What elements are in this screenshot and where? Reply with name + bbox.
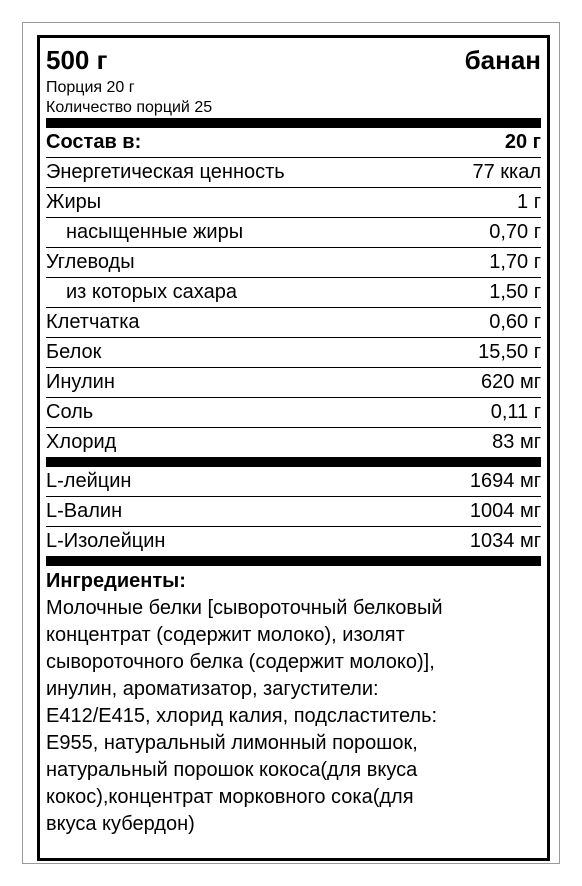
amino-acid-row (46, 467, 541, 497)
nutrient-row (46, 278, 541, 308)
nutrient-value: 620 мг (481, 371, 541, 393)
flavor-name: банан (464, 45, 541, 75)
amino-acid-row (46, 497, 541, 527)
amino-acid-name: L-Валин (46, 500, 123, 522)
amino-acid-value: 1034 мг (469, 530, 541, 552)
nutrient-row (46, 218, 541, 248)
nutrient-value: 77 ккал (472, 161, 541, 183)
thick-divider (46, 457, 541, 467)
ingredients-line: Молочные белки [сывороточный белковый (46, 597, 443, 619)
label-content (46, 42, 541, 838)
nutrient-row (46, 428, 541, 457)
nutrient-row (46, 338, 541, 368)
nutrient-name: Углеводы (46, 251, 135, 273)
thick-divider (46, 556, 541, 566)
nutrient-name: Жиры (46, 191, 102, 213)
ingredients-line: вкуса кубердон) (46, 813, 195, 835)
composition-serving: 20 г (504, 131, 541, 153)
nutrient-row (46, 308, 541, 338)
nutrient-row (46, 188, 541, 218)
amino-acid-value: 1004 мг (469, 500, 541, 522)
ingredients-line: кокос),концентрат морковного сока(для (46, 786, 414, 808)
nutrient-name: Хлорид (46, 431, 117, 453)
nutrient-name: Соль (46, 401, 94, 423)
nutrient-value: 0,70 г (489, 221, 541, 243)
nutrient-row (46, 158, 541, 188)
package-weight: 500 г (46, 45, 108, 75)
ingredients-title: Ингредиенты: (46, 570, 186, 592)
composition-label: Состав в: (46, 131, 142, 153)
nutrient-name: из которых сахара (66, 281, 237, 303)
nutrient-value: 1,70 г (489, 251, 541, 273)
amino-acid-row (46, 527, 541, 556)
nutrient-name: Клетчатка (46, 311, 140, 333)
portion-size: Порция 20 г (46, 79, 135, 96)
ingredients-line: Е955, натуральный лимонный порошок, (46, 732, 418, 754)
nutrient-value: 0,60 г (489, 311, 541, 333)
ingredients-line: сывороточного белка (содержит молоко)], (46, 651, 435, 673)
nutrition-label (37, 35, 550, 861)
nutrient-row (46, 368, 541, 398)
ingredients-line: инулин, ароматизатор, загустители: (46, 678, 379, 700)
ingredients-line: Е412/Е415, хлорид калия, подсластитель: (46, 705, 438, 727)
ingredients-line: концентрат (содержит молоко), изолят (46, 624, 405, 646)
amino-acid-value: 1694 мг (469, 470, 541, 492)
nutrient-name: Белок (46, 341, 102, 363)
amino-acid-name: L-лейцин (46, 470, 132, 492)
nutrient-name: Энергетическая ценность (46, 161, 285, 183)
nutrient-value: 1,50 г (489, 281, 541, 303)
thick-divider (46, 118, 541, 128)
nutrient-value: 15,50 г (478, 341, 541, 363)
nutrient-value: 0,11 г (490, 401, 541, 423)
nutrient-row (46, 248, 541, 278)
nutrient-name: насыщенные жиры (66, 221, 244, 243)
nutrient-row (46, 398, 541, 428)
amino-acid-name: L-Изолейцин (46, 530, 166, 552)
nutrient-value: 1 г (517, 191, 541, 213)
label-header (46, 42, 541, 78)
composition-header-row (46, 128, 541, 158)
nutrient-name: Инулин (46, 371, 115, 393)
nutrient-value: 83 мг (492, 431, 541, 453)
ingredients-line: натуральный порошок кокоса(для вкуса (46, 759, 418, 781)
portions-count: Количество порций 25 (46, 99, 213, 116)
